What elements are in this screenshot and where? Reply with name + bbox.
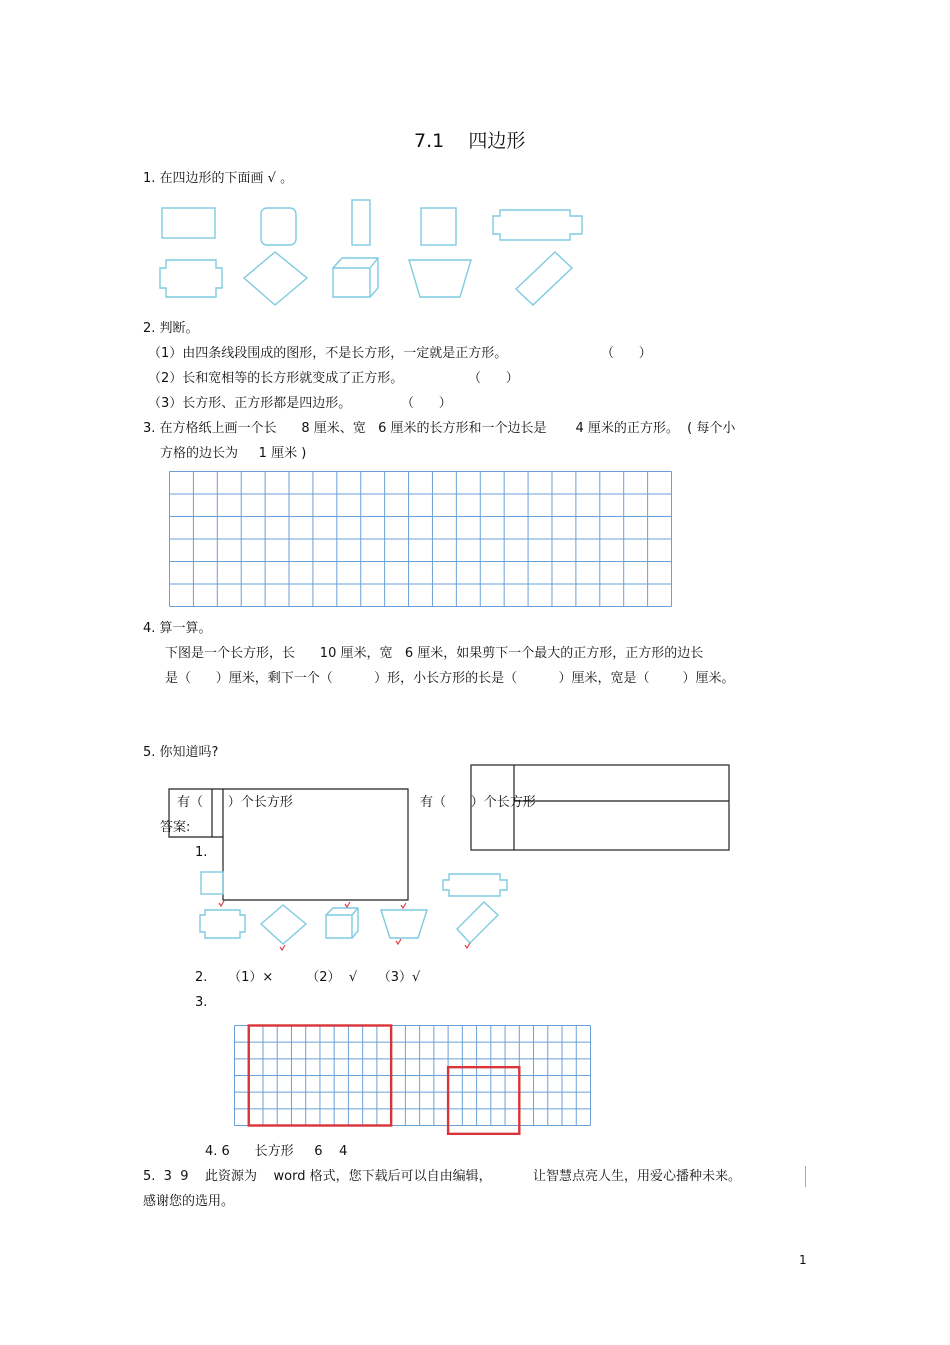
tall-rectangle-shape [352, 200, 370, 245]
notched-rectangle-shape [493, 210, 582, 240]
answer-3-grid-paper [234, 1025, 592, 1127]
q1-shapes-figure [155, 198, 595, 308]
answers-heading: 答案: [160, 820, 191, 835]
page-title: 7.1 四边形 [414, 130, 526, 152]
rounded-square-shape [261, 208, 296, 245]
rhombus-shape [244, 252, 307, 305]
rectangle-shape [162, 208, 215, 238]
q2-heading: 2. 判断。 [143, 321, 199, 336]
q4-heading: 4. 算一算。 [143, 621, 212, 636]
square-shape [421, 208, 456, 245]
q2-item-2: （2）长和宽相等的长方形就变成了正方形。 [148, 371, 404, 386]
q2-item-3: （3）长方形、正方形都是四边形。 [148, 396, 352, 411]
answer-2: 2. （1）× （2） √ （3）√ [195, 970, 421, 985]
q4-line1: 下图是一个长方形，长 10 厘米，宽 6 厘米，如果剪下一个最大的正方形，正方形的边长 [165, 646, 704, 661]
answer-1-label: 1. [195, 845, 208, 860]
divider-line [805, 1166, 806, 1187]
thanks-text: 感谢您的选用。 [143, 1194, 235, 1209]
trapezoid-shape [409, 260, 471, 297]
q5-right-label: 有（ ）个长方形 [420, 795, 536, 810]
q2-item-3-answer[interactable]: （ ） [401, 396, 452, 411]
q1-prompt: 1. 在四边形的下面画 √ 。 [143, 171, 294, 186]
q3-grid-paper[interactable] [169, 471, 673, 608]
q4-line2: 是（ ）厘米，剩下一个（ ）形，小长方形的长是（ ）厘米，宽是（ ）厘米。 [165, 671, 735, 686]
q3-prompt-line2: 方格的边长为 1 厘米 ) [160, 446, 307, 461]
answer-5-and-notice: 5. 3 9 此资源为 word 格式，您下载后可以自由编辑， 让智慧点亮人生，用爱心播种未来。 [143, 1169, 741, 1184]
q2-item-1: （1）由四条线段围成的图形，不是长方形，一定就是正方形。 [148, 346, 508, 361]
answer-3-label: 3. [195, 995, 208, 1010]
q5-left-label: 有（ ）个长方形 [177, 795, 293, 810]
q3-prompt-line1: 3. 在方格纸上画一个长 8 厘米、宽 6 厘米的长方形和一个边长是 4 厘米的正方形。 ( 每个小 [143, 421, 736, 436]
drawn-square [448, 1067, 519, 1134]
q2-item-2-answer[interactable]: （ ） [468, 371, 519, 386]
cube-shape [333, 258, 378, 297]
q2-item-1-answer[interactable]: （ ） [601, 346, 652, 361]
q5-heading: 5. 你知道吗? [143, 745, 219, 760]
answer-1-figure [195, 868, 515, 968]
page-number: 1 [799, 1253, 807, 1267]
notched-octagon-shape [160, 260, 222, 297]
answer-4: 4. 6 长方形 6 4 [205, 1144, 348, 1159]
tilted-rectangle-shape [516, 252, 572, 305]
